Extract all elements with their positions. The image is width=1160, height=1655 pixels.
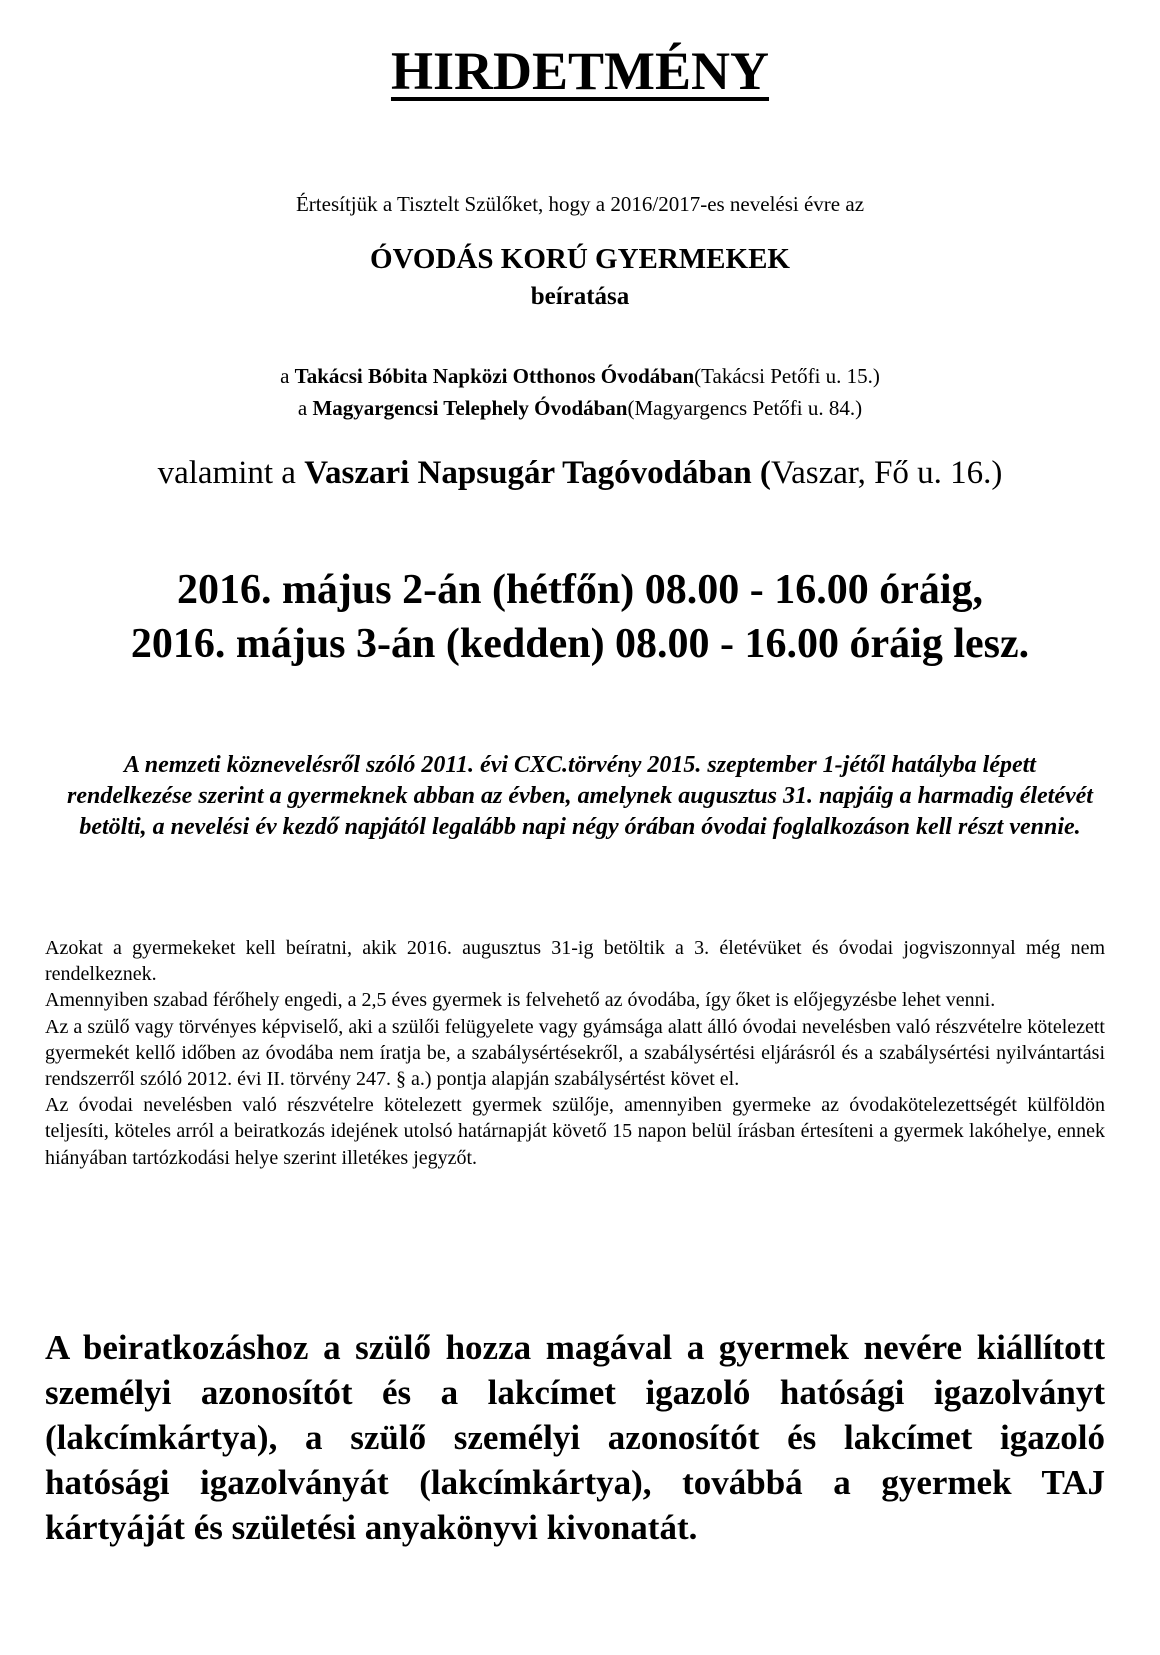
paragraph: Azokat a gyermekeket kell beíratni, akik 2016. augusztus 31-ig betöltik a 3. életévüket és óvodai jogviszonnyal még nem rendelkeznek. [45,937,1105,986]
law-notice: A nemzeti köznevelésről szóló 2011. évi CXC.törvény 2015. szeptember 1-jétől hatályba lépett rendelkezése szerint a gyermeknek abban az évben, amelynek augusztus 31. napjáig a harmadig életévét betölti, a nevelési év kezdő napjától legalább napi négy órában óvodai foglalkozáson kell részt vennie. [67,752,1093,840]
location-vaszar [0,455,1160,492]
enrollment-date-1: 2016. május 2-án (hétfőn) 08.00 - 16.00 óráig, [176,567,984,613]
location-address: (Takácsi Petőfi u. 15.) [694,364,880,388]
location-prefix: a [297,396,313,420]
required-documents-notice: A beiratkozáshoz a szülő hozza magával a gyermek nevére kiállított személyi azonosítót és a lakcímet igazoló hatósági igazolványt (lakcímkártya), a szülő személyi azonosítót és lakcímet igazoló hatósági igazolványát (lakcímkártya), továbbá a gyermek TAJ kártyáját és születési anyakönyvi kivonatát. [45,1328,1105,1547]
body-paragraphs [45,935,1105,1171]
intro-text: Értesítjük a Tisztelt Szülőket, hogy a 2016/2017-es nevelési évre az [295,192,865,216]
page-title: HIRDETMÉNY [390,41,770,101]
enrollment-date-2: 2016. május 3-án (kedden) 08.00 - 16.00 óráig lesz. [130,621,1030,667]
paragraph: Az óvodai nevelésben való részvételre kötelezett gyermek szülője, amennyiben gyermeke az óvodakötelezettségét külföldön teljesíti, köteles arról a beiratkozás idejének utolsó határnapját követő 15 napon belül írásban értesíteni a gyermek lakóhelye, ennek hiányában tartózkodási helye szerint illetékes jegyzőt. [45,1094,1105,1169]
location-name: Vaszari Napsugár Tagóvodában ( [304,455,771,491]
location-address: Vaszar, Fő u. 16.) [770,455,1003,491]
paragraph: Amennyiben szabad férőhely engedi, a 2,5 éves gyermek is felvehető az óvodába, így őket is előjegyzésbe lehet venni. [45,989,996,1012]
location-magyargencs [0,396,1160,421]
location-name: Takácsi Bóbita Napközi Otthonos Óvodában [294,364,695,388]
location-name: Magyargencsi Telephely Óvodában [312,396,628,420]
location-address: (Magyargencs Petőfi u. 84.) [627,396,863,420]
paragraph: Az a szülő vagy törvényes képviselő, aki a szülői felügyelete vagy gyámsága alatt álló óvodai nevelésben való részvételre kötelezett gyermekét kellő időben az óvodába nem íratja be, a szabálysértésekről, a szabálysértési eljárásról és a szabálysértési nyilvántartási rendszerről szóló 2012. évi II. törvény 247. § a.) pontja alapján szabálysértést követ el. [45,1015,1105,1091]
location-prefix: a [280,364,295,388]
location-takacsi [0,364,1160,389]
location-prefix: valamint a [157,455,305,491]
enrollment-subheading: beíratása [530,283,630,310]
enrollment-heading: ÓVODÁS KORÚ GYERMEKEK [370,243,790,275]
